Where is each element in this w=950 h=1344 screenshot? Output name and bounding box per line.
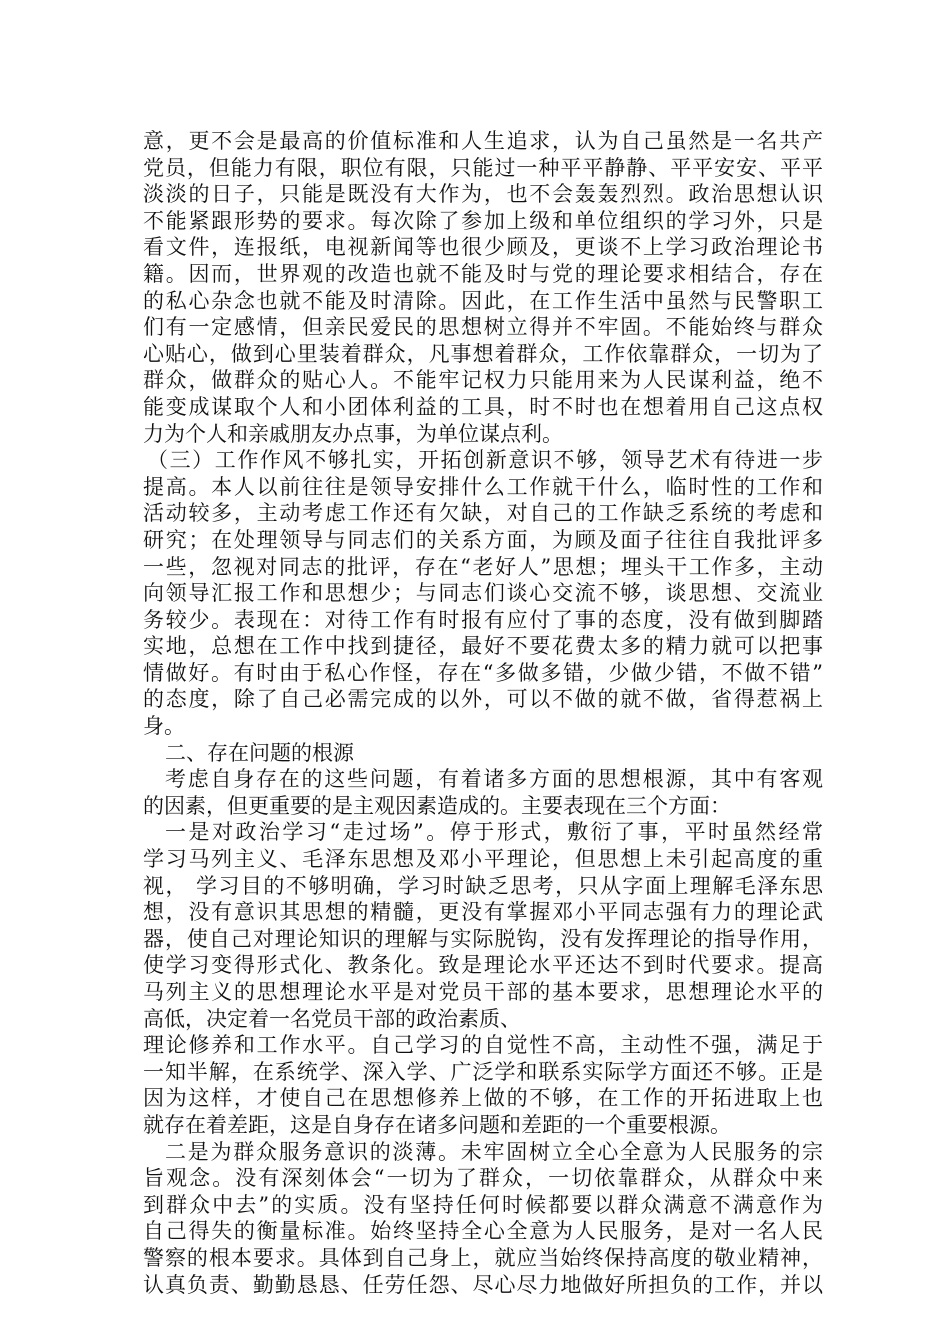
text-line: 向领导汇报工作和思想少；与同志们谈心交流不够，谈思想、交流业 bbox=[143, 581, 823, 606]
text-line: 学习马列主义、毛泽东思想及邓小平理论，但思想上未引起高度的重 bbox=[143, 847, 823, 872]
text-line: 考虑自身存在的这些问题，有着诸多方面的思想根源，其中有客观 bbox=[165, 767, 823, 792]
text-line: 研究；在处理领导与同志们的关系方面，为顾及面子往往自我批评多 bbox=[143, 527, 823, 552]
text-line: 的因素，但更重要的是主观因素造成的。主要表现在三个方面： bbox=[143, 793, 731, 818]
text-line: 力为个人和亲戚朋友办点事，为单位谋点利。 bbox=[143, 421, 563, 446]
text-line: 一些，忽视对同志的批评，存在“老好人”思想；埋头干工作多，主动 bbox=[143, 554, 823, 579]
text-line: 看文件，连报纸，电视新闻等也很少顾及，更谈不上学习政治理论书 bbox=[143, 235, 823, 260]
text-line: 心贴心，做到心里装着群众，凡事想着群众，工作依靠群众，一切为了 bbox=[143, 341, 823, 366]
text-line: 一知半解，在系统学、深入学、广泛学和联系实际学方面还不够。正是 bbox=[143, 1059, 823, 1084]
text-line: 党员，但能力有限，职位有限，只能过一种平平静静、平平安安、平平 bbox=[143, 155, 823, 180]
text-line: 意，更不会是最高的价值标准和人生追求，认为自己虽然是一名共产 bbox=[143, 129, 823, 153]
text-line: 群众，做群众的贴心人。不能牢记权力只能用来为人民谋利益，绝不 bbox=[143, 368, 823, 393]
text-line: 高低，决定着一名党员干部的政治素质、 bbox=[143, 1006, 521, 1031]
text-line: 提高。本人以前往往是领导安排什么工作就干什么，临时性的工作和 bbox=[143, 474, 823, 499]
text-line: 警察的根本要求。具体到自己身上，就应当始终保持高度的敬业精神， bbox=[143, 1245, 823, 1270]
text-line: （三）工作作风不够扎实，开拓创新意识不够，领导艺术有待进一步 bbox=[147, 448, 823, 473]
text-line: 的态度，除了自己必需完成的以外，可以不做的就不做，省得惹祸上 bbox=[143, 687, 823, 712]
text-line: 身。 bbox=[143, 714, 185, 739]
text-line: 们有一定感情，但亲民爱民的思想树立得并不牢固。不能始终与群众 bbox=[143, 315, 823, 340]
text-line: 就存在着差距，这是自身存在诸多问题和差距的一个重要根源。 bbox=[143, 1112, 731, 1137]
text-line: 旨观念。没有深刻体会“一切为了群众，一切依靠群众，从群众中来 bbox=[143, 1166, 823, 1191]
text-line: 视， 学习目的不够明确，学习时缺乏思考，只从字面上理解毛泽东思 bbox=[143, 873, 823, 898]
text-line: 的私心杂念也就不能及时清除。因此，在工作生活中虽然与民警职工 bbox=[143, 288, 823, 313]
text-line: 实地，总想在工作中找到捷径，最好不要花费太多的精力就可以把事 bbox=[143, 634, 823, 659]
section-heading: 二、存在问题的根源 bbox=[165, 740, 354, 765]
text-line: 不能紧跟形势的要求。每次除了参加上级和单位组织的学习外，只是 bbox=[143, 208, 823, 233]
text-line: 使学习变得形式化、教条化。致是理论水平还达不到时代要求。提高 bbox=[143, 953, 823, 978]
text-line: 认真负责、勤勤恳恳、任劳任怨、尽心尽力地做好所担负的工作，并以 bbox=[143, 1272, 823, 1297]
text-line: 因为这样，才使自己在思想修养上做的不够，在工作的开拓进取上也 bbox=[143, 1086, 823, 1111]
text-line: 能变成谋取个人和小团体利益的工具，时不时也在想着用自己这点权 bbox=[143, 394, 823, 419]
text-line: 二是为群众服务意识的淡薄。未牢固树立全心全意为人民服务的宗 bbox=[165, 1139, 823, 1164]
text-line: 器，使自己对理论知识的理解与实际脱钩，没有发挥理论的指导作用， bbox=[143, 926, 823, 951]
text-line: 到群众中去”的实质。没有坚持任何时候都要以群众满意不满意作为 bbox=[143, 1192, 823, 1217]
text-line: 活动较多，主动考虑工作还有欠缺，对自己的工作缺乏系统的考虑和 bbox=[143, 501, 823, 526]
text-line: 理论修养和工作水平。自己学习的自觉性不高，主动性不强，满足于 bbox=[143, 1033, 823, 1058]
text-line: 想，没有意识其思想的精髓，更没有掌握邓小平同志强有力的理论武 bbox=[143, 900, 823, 925]
text-line: 淡淡的日子，只能是既没有大作为，也不会轰轰烈烈。政治思想认识 bbox=[143, 182, 823, 207]
text-line: 马列主义的思想理论水平是对党员干部的基本要求，思想理论水平的 bbox=[143, 980, 823, 1004]
text-line: 务较少。表现在：对待工作有时报有应付了事的态度，没有做到脚踏 bbox=[143, 607, 823, 632]
text-line: 籍。因而，世界观的改造也就不能及时与党的理论要求相结合，存在 bbox=[143, 261, 823, 286]
document-body bbox=[143, 128, 823, 1298]
text-line: 一是对政治学习“走过场”。停于形式，敷衍了事，平时虽然经常 bbox=[165, 820, 823, 845]
text-line: 自己得失的衡量标准。始终坚持全心全意为人民服务，是对一名人民 bbox=[143, 1219, 823, 1244]
text-line: 情做好。有时由于私心作怪，存在“多做多错，少做少错，不做不错” bbox=[143, 660, 823, 685]
